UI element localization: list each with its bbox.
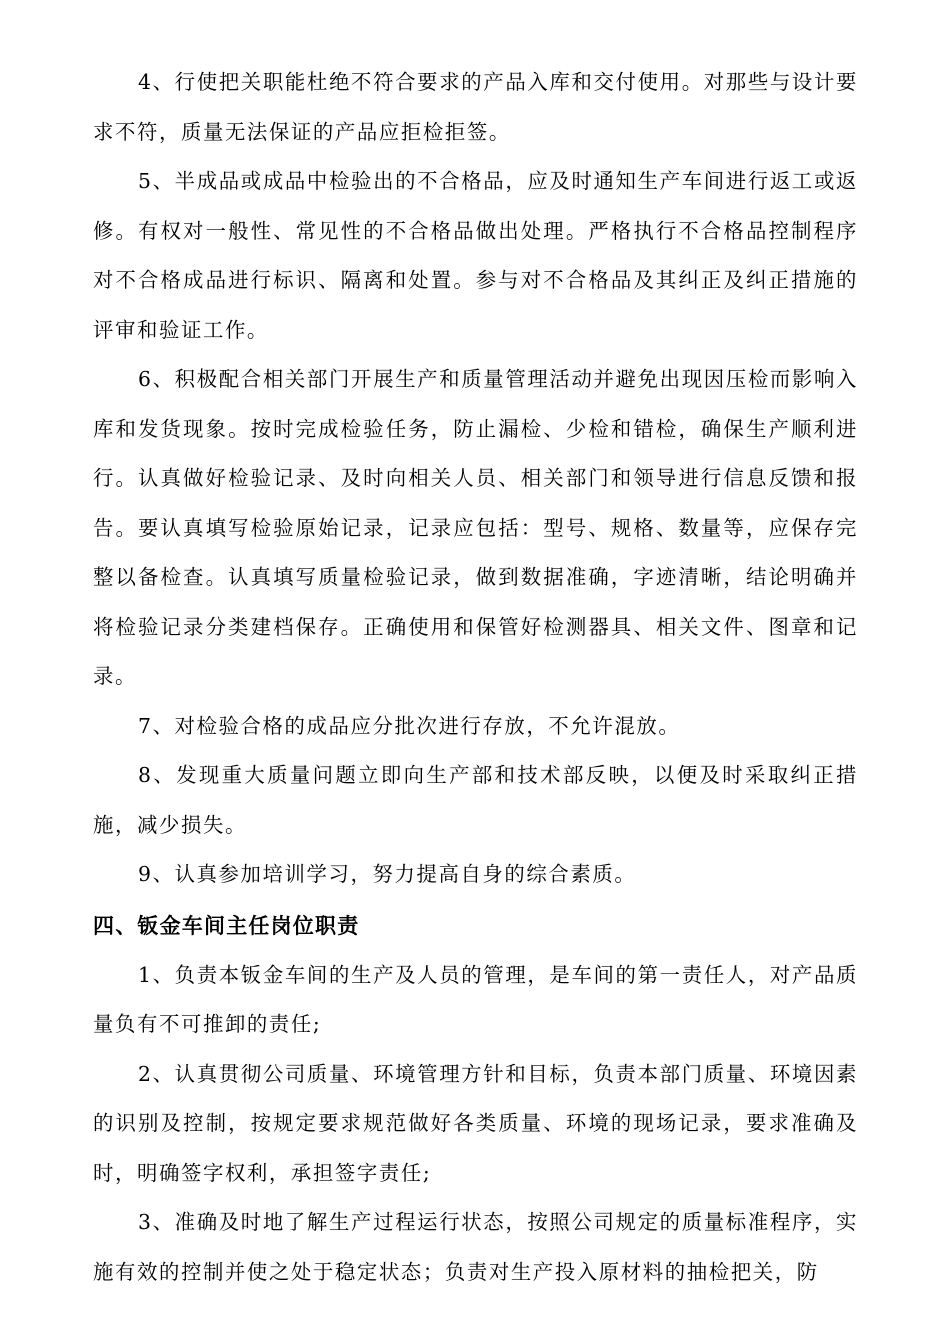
paragraph-item-4: 4、行使把关职能杜绝不符合要求的产品入库和交付使用。对那些与设计要求不符，质量无法保证的产品应拒检拒签。	[93, 70, 858, 144]
paragraph-item-8: 8、发现重大质量问题立即向生产部和技术部反映，以便及时采取纠正措施，减少损失。	[93, 763, 858, 837]
paragraph-item-5: 5、半成品或成品中检验出的不合格品，应及时通知生产车间进行返工或返修。有权对一般性、常见性的不合格品做出处理。严格执行不合格品控制程序对不合格成品进行标识、隔离和处置。参与对不合格品及其纠正及纠正措施的评审和验证工作。	[93, 169, 858, 342]
paragraph-item-6: 6、积极配合相关部门开展生产和质量管理活动并避免出现因压检而影响入库和发货现象。按时完成检验任务，防止漏检、少检和错检，确保生产顺利进行。认真做好检验记录、及时向相关人员、相关部门和领导进行信息反馈和报告。要认真填写检验原始记录，记录应包括：型号、规格、数量等，应保存完整以备检查。认真填写质量检验记录，做到数据准确，字迹清晰，结论明确并将检验记录分类建档保存。正确使用和保管好检测器具、相关文件、图章和记录。	[93, 367, 858, 688]
paragraph-duty-3: 3、准确及时地了解生产过程运行状态，按照公司规定的质量标准程序，实施有效的控制并使之处于稳定状态；负责对生产投入原材料的抽检把关，防	[93, 1210, 858, 1284]
paragraph-item-9: 9、认真参加培训学习，努力提高自身的综合素质。	[138, 862, 637, 886]
section-heading: 四、钣金车间主任岗位职责	[93, 913, 360, 938]
paragraph-duty-2: 2、认真贯彻公司质量、环境管理方针和目标，负责本部门质量、环境因素的识别及控制，按规定要求规范做好各类质量、环境的现场记录，要求准确及时，明确签字权利，承担签字责任;	[93, 1061, 858, 1185]
paragraph-duty-1: 1、负责本钣金车间的生产及人员的管理，是车间的第一责任人，对产品质量负有不可推卸的责任;	[93, 962, 858, 1036]
paragraph-item-7: 7、对检验合格的成品应分批次进行存放，不允许混放。	[138, 713, 681, 738]
